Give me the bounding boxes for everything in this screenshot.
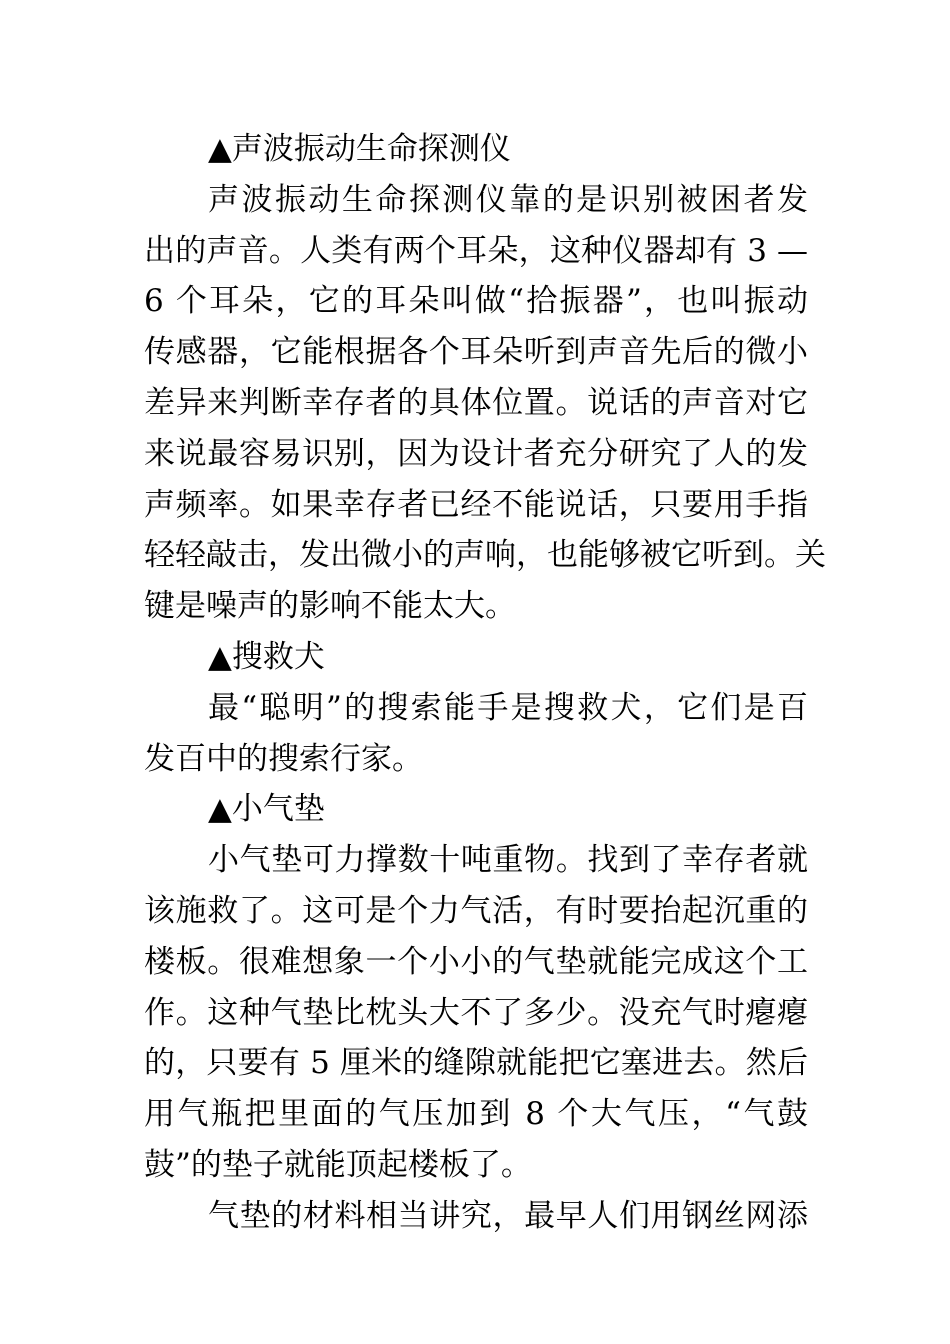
paragraph-line: 出的声音。人类有两个耳朵，这种仪器却有 3 —: [144, 232, 808, 269]
paragraph-line: 小气垫可力撑数十吨重物。找到了幸存者就: [208, 842, 808, 879]
section-sound-wave-detector: [144, 124, 826, 632]
paragraph-line: 键是噪声的影响不能太大。: [144, 588, 516, 625]
section-small-air-cushion: [144, 784, 808, 1241]
paragraph-line: 声频率。如果幸存者已经不能说话，只要用手指: [144, 486, 808, 523]
paragraph-line: 气垫的材料相当讲究，最早人们用钢丝网添: [208, 1197, 808, 1234]
section-rescue-dog: [144, 632, 808, 784]
paragraph-line: 用气瓶把里面的气压加到 8 个大气压，“气鼓: [144, 1096, 808, 1133]
paragraph: [144, 175, 826, 632]
paragraph-line: 楼板。很难想象一个小小的气垫就能完成这个工: [144, 943, 808, 980]
paragraph-line: 最“聪明”的搜索能手是搜救犬，它们是百: [208, 689, 808, 726]
paragraph-line: 的，只要有 5 厘米的缝隙就能把它塞进去。然后: [144, 1045, 808, 1082]
paragraph: [144, 835, 808, 1191]
section-heading: ▲声波振动生命探测仪: [208, 131, 511, 167]
paragraph-line: 鼓”的垫子就能顶起楼板了。: [144, 1146, 532, 1183]
paragraph-line: 发百中的搜索行家。: [144, 740, 423, 777]
paragraph-line: 6 个耳朵，它的耳朵叫做“拾振器”，也叫振动: [144, 283, 808, 320]
paragraph: [144, 683, 808, 785]
section-heading: ▲小气垫: [208, 791, 325, 828]
paragraph-line: 声波振动生命探测仪靠的是识别被困者发: [208, 181, 808, 218]
document-page: [144, 124, 826, 1242]
section-heading: ▲搜救犬: [208, 638, 325, 675]
paragraph-line: 该施救了。这可是个力气活，有时要抬起沉重的: [144, 892, 808, 929]
paragraph-line: 来说最容易识别，因为设计者充分研究了人的发: [144, 435, 808, 472]
paragraph-line: 传感器，它能根据各个耳朵听到声音先后的微小: [144, 334, 808, 371]
paragraph-line: 作。这种气垫比枕头大不了多少。没充气时瘪瘪: [144, 994, 808, 1031]
paragraph-line: 差异来判断幸存者的具体位置。说话的声音对它: [144, 384, 808, 421]
paragraph-line: 轻轻敲击，发出微小的声响，也能够被它听到。关: [144, 537, 826, 574]
paragraph: [144, 1191, 808, 1242]
